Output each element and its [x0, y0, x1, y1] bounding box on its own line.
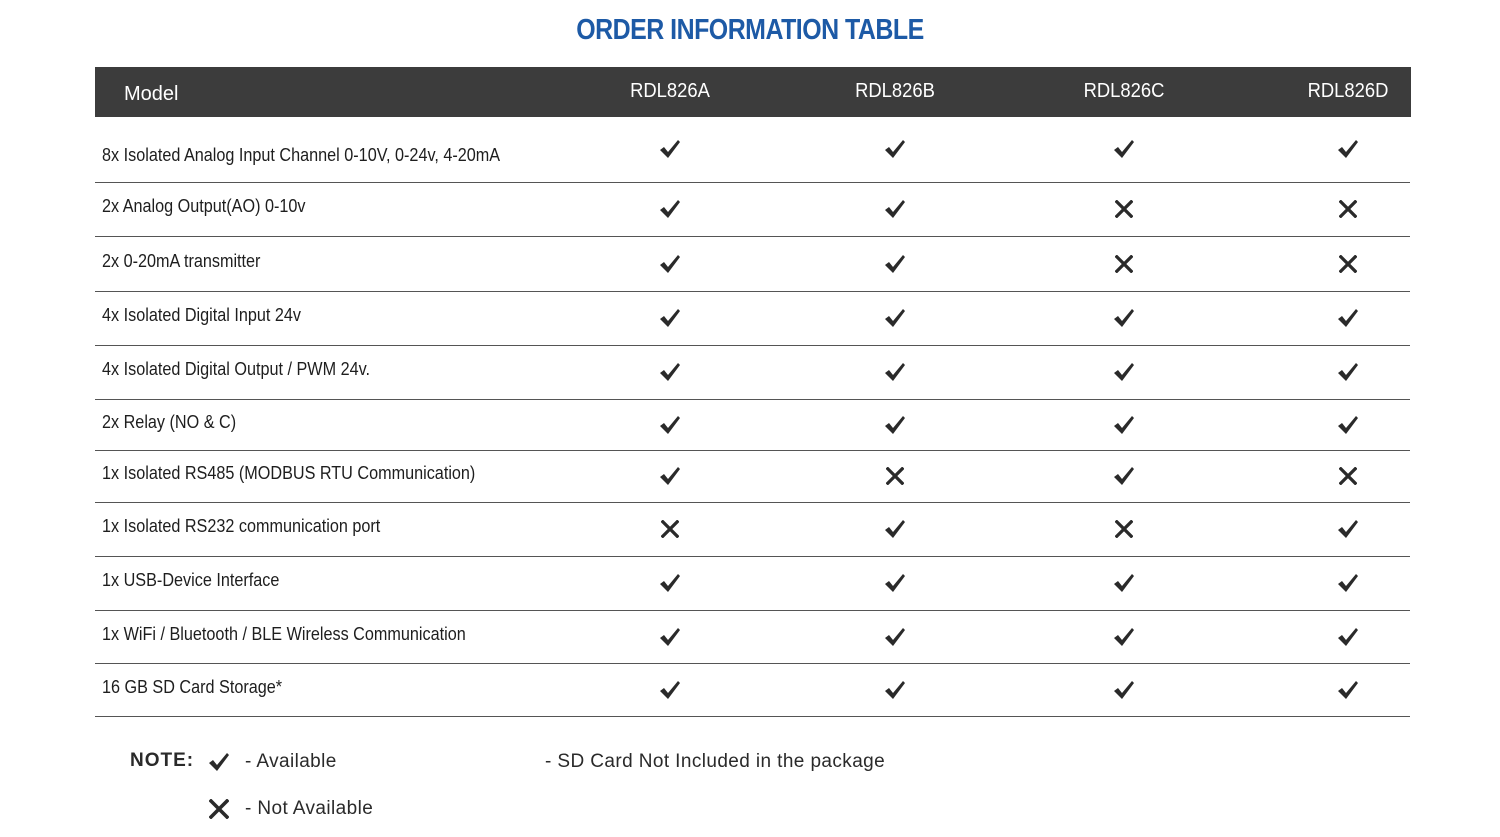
x-icon: [1104, 514, 1144, 544]
check-icon: [1328, 134, 1368, 164]
check-icon: [1328, 357, 1368, 387]
check-icon: [875, 357, 915, 387]
feature-label: 2x 0-20mA transmitter: [102, 251, 261, 271]
check-icon: [650, 134, 690, 164]
feature-label: 8x Isolated Analog Input Channel 0-10V, 0-24v, 4-20mA: [102, 145, 501, 165]
x-icon: [650, 514, 690, 544]
check-icon: [650, 622, 690, 652]
feature-label: 2x Relay (NO & C): [102, 412, 237, 432]
check-icon: [875, 194, 915, 224]
table-row: [95, 117, 1410, 183]
check-icon: [1104, 675, 1144, 705]
feature-label: 1x WiFi / Bluetooth / BLE Wireless Communication: [102, 624, 466, 644]
header-column-rdl826c: RDL826C: [1083, 80, 1165, 102]
table-row: [95, 400, 1410, 451]
table-body: [95, 117, 1411, 717]
legend-check-icon: [199, 747, 239, 777]
table-row: [95, 346, 1410, 400]
check-icon: [650, 249, 690, 279]
check-icon: [1104, 568, 1144, 598]
header-column-rdl826d: RDL826D: [1307, 80, 1389, 102]
note-not-available-text: - Not Available: [245, 798, 374, 819]
check-icon: [650, 194, 690, 224]
note-available-text: - Available: [245, 751, 337, 772]
check-icon: [1104, 461, 1144, 491]
x-icon: [1328, 249, 1368, 279]
check-icon: [1104, 357, 1144, 387]
feature-label: 4x Isolated Digital Output / PWM 24v.: [102, 359, 371, 379]
check-icon: [1328, 303, 1368, 333]
check-icon: [875, 675, 915, 705]
page-title: ORDER INFORMATION TABLE: [576, 14, 924, 46]
check-icon: [1328, 622, 1368, 652]
feature-label: 4x Isolated Digital Input 24v: [102, 305, 302, 325]
check-icon: [875, 249, 915, 279]
check-icon: [1104, 303, 1144, 333]
table-row: [95, 611, 1410, 664]
x-icon: [1328, 194, 1368, 224]
legend-x-icon: [199, 794, 239, 824]
check-icon: [1328, 675, 1368, 705]
check-icon: [875, 410, 915, 440]
check-icon: [875, 514, 915, 544]
table-row: [95, 664, 1410, 717]
table-row: [95, 451, 1410, 503]
check-icon: [1328, 568, 1368, 598]
check-icon: [650, 568, 690, 598]
header-column-rdl826b: RDL826B: [855, 80, 935, 102]
check-icon: [650, 461, 690, 491]
check-icon: [875, 568, 915, 598]
table-row: [95, 503, 1410, 557]
check-icon: [1328, 514, 1368, 544]
x-icon: [875, 461, 915, 491]
feature-label: 2x Analog Output(AO) 0-10v: [102, 196, 306, 216]
table-header: [95, 67, 1411, 117]
header-model-label: Model: [124, 83, 179, 105]
check-icon: [875, 134, 915, 164]
check-icon: [1104, 410, 1144, 440]
feature-label: 16 GB SD Card Storage*: [102, 677, 283, 697]
order-information-table: [95, 67, 1411, 717]
feature-label: 1x Isolated RS485 (MODBUS RTU Communication): [102, 463, 476, 483]
note-label: NOTE:: [130, 750, 195, 771]
check-icon: [650, 675, 690, 705]
x-icon: [1104, 249, 1144, 279]
header-column-rdl826a: RDL826A: [630, 80, 710, 102]
check-icon: [1328, 410, 1368, 440]
note-sd-card-text: - SD Card Not Included in the package: [545, 751, 886, 772]
check-icon: [875, 622, 915, 652]
table-row: [95, 183, 1410, 237]
table-row: [95, 557, 1410, 611]
check-icon: [650, 410, 690, 440]
check-icon: [650, 303, 690, 333]
x-icon: [1104, 194, 1144, 224]
check-icon: [875, 303, 915, 333]
check-icon: [650, 357, 690, 387]
table-row: [95, 292, 1410, 346]
check-icon: [1104, 134, 1144, 164]
table-row: [95, 237, 1410, 292]
feature-label: 1x USB-Device Interface: [102, 570, 280, 590]
check-icon: [1104, 622, 1144, 652]
x-icon: [1328, 461, 1368, 491]
feature-label: 1x Isolated RS232 communication port: [102, 516, 381, 536]
